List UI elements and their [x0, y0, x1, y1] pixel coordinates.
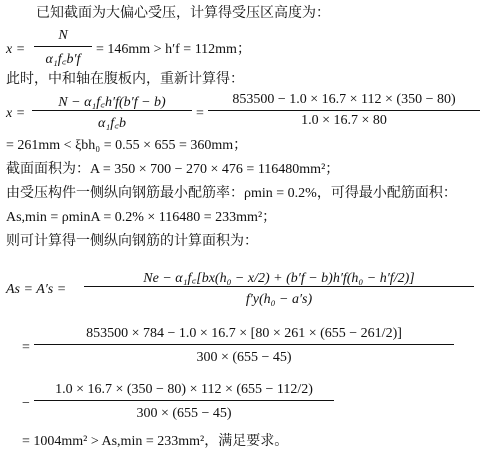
eq1-rest: = 146mm > h′f = 112mm； [96, 42, 251, 57]
eq4-numerator: 853500 × 784 − 1.0 × 16.7 × [80 × 261 × (655 − 261/2)] [86, 326, 402, 341]
eq1-denominator: α₁f꜀b′f [45, 52, 81, 67]
eq3-numerator: Ne − α₁f꜀[bx(h₀ − x/2) + (b′f − b)h′f(h₀ − h′f/2)] [143, 271, 415, 286]
area-line: 截面面积为：A = 350 × 700 − 270 × 476 = 116480mm²； [6, 162, 340, 177]
eq5-numerator: 1.0 × 16.7 × (350 − 80) × 112 × (655 − 112/2) [55, 382, 313, 397]
eq2-symbolic-denominator: α₁f꜀b [98, 116, 126, 131]
eq2-lhs: x = [6, 106, 26, 121]
eq1-fraction-bar [34, 46, 92, 47]
eq2-symbolic-bar [32, 110, 192, 111]
eq3-lhs: As = A′s = [6, 282, 67, 297]
eq3-denominator: f′y(h₀ − a′s) [245, 292, 313, 307]
as-min-line: As,min = ρminA = 0.2% × 116480 = 233mm²； [6, 210, 277, 225]
eq2-numeric-bar [208, 110, 480, 111]
final-result: = 1004mm² > As,min = 233mm²，满足要求。 [22, 434, 289, 449]
calc-intro-line: 则可计算得一侧纵向钢筋的计算面积为： [6, 234, 258, 249]
eq3-fraction-bar [84, 286, 474, 287]
eq5-denominator: 300 × (655 − 45) [136, 406, 232, 421]
eq5-minus: − [22, 396, 30, 411]
neutral-axis-text: 此时，中和轴在腹板内，重新计算得： [6, 72, 244, 87]
eq1-lhs: x = [6, 42, 26, 57]
eq2-numeric-denominator: 1.0 × 16.7 × 80 [301, 113, 387, 128]
eq4-equals: = [22, 340, 30, 355]
eq2-result: = 261mm < ξbh₀ = 0.55 × 655 = 360mm； [6, 138, 248, 153]
eq2-equals: = [196, 106, 204, 121]
eq2-symbolic-numerator: N − α₁f꜀h′f(b′f − b) [58, 95, 166, 110]
intro-text: 已知截面为大偏心受压，计算得受压区高度为： [36, 6, 330, 21]
eq5-fraction-bar [34, 400, 334, 401]
eq4-denominator: 300 × (655 − 45) [196, 350, 292, 365]
eq1-numerator: N [58, 28, 68, 43]
eq4-fraction-bar [34, 344, 454, 345]
eq2-numeric-numerator: 853500 − 1.0 × 16.7 × 112 × (350 − 80) [232, 92, 456, 107]
rho-min-line: 由受压构件一侧纵向钢筋最小配筋率：ρmin = 0.2%，可得最小配筋面积： [6, 186, 457, 201]
